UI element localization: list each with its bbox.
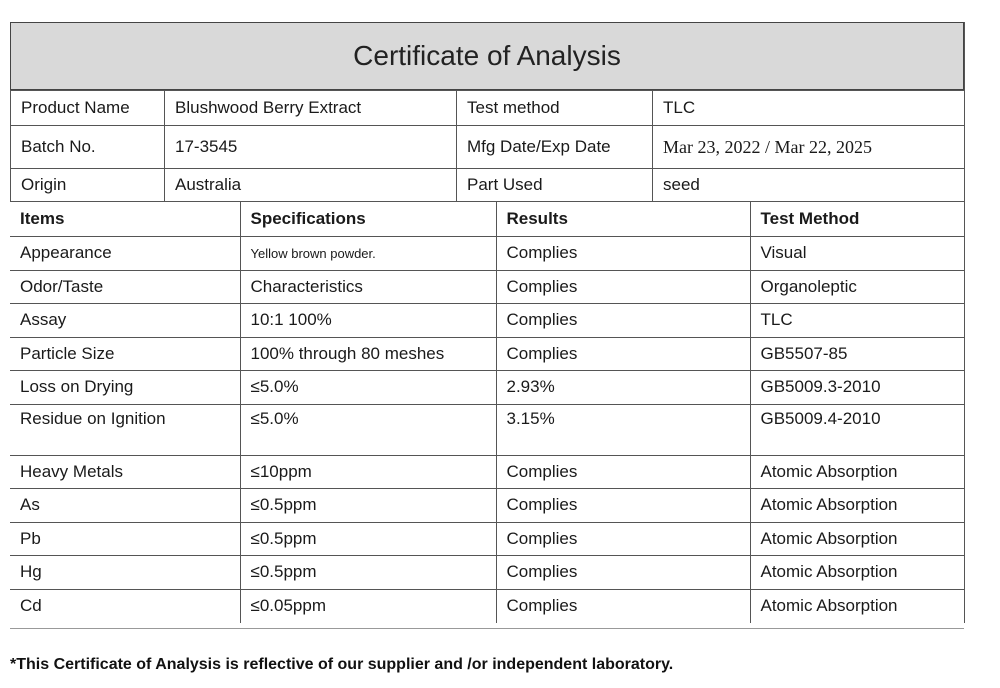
item-cell: Heavy Metals	[10, 455, 240, 489]
origin-value: Australia	[165, 169, 457, 202]
result-cell: Complies	[496, 556, 750, 590]
header-items: Items	[10, 202, 240, 237]
product-name-label: Product Name	[11, 91, 165, 126]
specification-cell: ≤0.5ppm	[240, 489, 496, 523]
result-cell: 2.93%	[496, 371, 750, 405]
specification-cell: ≤10ppm	[240, 455, 496, 489]
test-method-cell: Atomic Absorption	[750, 589, 964, 623]
table-row	[10, 522, 964, 556]
mfg-exp-date-label: Mfg Date/Exp Date	[457, 126, 653, 169]
test-method-cell: GB5507-85	[750, 337, 964, 371]
part-used-label: Part Used	[457, 169, 653, 202]
header-test-method: Test Method	[750, 202, 964, 237]
batch-no-label: Batch No.	[11, 126, 165, 169]
item-cell: Cd	[20, 596, 42, 615]
specification-cell: ≤0.5ppm	[240, 556, 496, 590]
spec-header-row	[10, 202, 964, 237]
result-cell: Complies	[496, 455, 750, 489]
item-cell: Appearance	[10, 237, 240, 271]
table-row	[10, 556, 964, 590]
table-row	[10, 270, 964, 304]
item-cell: Particle Size	[10, 337, 240, 371]
header-specifications: Specifications	[240, 202, 496, 237]
info-row-product	[11, 91, 965, 126]
table-row	[10, 489, 964, 523]
test-method-cell: Organoleptic	[750, 270, 964, 304]
header-results: Results	[496, 202, 750, 237]
specification-cell: ≤5.0%	[240, 371, 496, 405]
result-cell: Complies	[496, 304, 750, 338]
item-cell: Odor/Taste	[10, 270, 240, 304]
specification-cell: ≤5.0%	[240, 404, 496, 455]
test-method-cell: Atomic Absorption	[750, 556, 964, 590]
test-method-cell: Atomic Absorption	[750, 522, 964, 556]
item-cell: Hg	[10, 556, 240, 590]
info-row-origin	[11, 169, 965, 202]
info-row-batch	[11, 126, 965, 169]
product-name-value: Blushwood Berry Extract	[165, 91, 457, 126]
test-method-label: Test method	[457, 91, 653, 126]
result-cell: Complies	[496, 337, 750, 371]
test-method-cell: Atomic Absorption	[750, 455, 964, 489]
result-cell: Complies	[496, 522, 750, 556]
test-method-cell: GB5009.3-2010	[750, 371, 964, 405]
result-cell: 3.15%	[496, 404, 750, 455]
table-row	[10, 455, 964, 489]
origin-label: Origin	[11, 169, 165, 202]
certificate-title: Certificate of Analysis	[10, 22, 964, 90]
result-cell: Complies	[496, 270, 750, 304]
test-method-cell: TLC	[750, 304, 964, 338]
table-row	[10, 304, 964, 338]
part-used-value: seed	[653, 169, 965, 202]
item-cell: Pb	[10, 522, 240, 556]
item-cell: Residue on Ignition	[10, 404, 240, 455]
result-cell: Complies	[496, 237, 750, 271]
specification-cell: Yellow brown powder.	[240, 237, 496, 271]
specification-cell: 10:1 100%	[240, 304, 496, 338]
specification-table	[10, 202, 964, 623]
mfg-exp-date-value: Mar 23, 2022 / Mar 22, 2025	[653, 126, 965, 169]
table-row	[10, 337, 964, 371]
specification-cell: Characteristics	[240, 270, 496, 304]
item-cell: Assay	[10, 304, 240, 338]
specification-cell: ≤0.05ppm	[240, 589, 496, 623]
footnote: *This Certificate of Analysis is reflective of our supplier and /or independent laboratory.	[10, 656, 674, 673]
table-row	[10, 589, 964, 623]
result-cell: Complies	[496, 589, 750, 623]
test-method-cell: GB5009.4-2010	[750, 404, 964, 455]
certificate-document	[10, 22, 965, 623]
test-method-value: TLC	[653, 91, 965, 126]
result-cell: Complies	[496, 489, 750, 523]
item-cell: Loss on Drying	[10, 371, 240, 405]
specification-cell: ≤0.5ppm	[240, 522, 496, 556]
test-method-cell: Atomic Absorption	[750, 489, 964, 523]
table-row	[10, 237, 964, 271]
product-info-table	[10, 90, 965, 202]
table-row	[10, 404, 964, 455]
batch-no-value: 17-3545	[165, 126, 457, 169]
test-method-cell: Visual	[750, 237, 964, 271]
table-row	[10, 371, 964, 405]
table-bottom-divider	[10, 628, 964, 629]
item-cell: As	[10, 489, 240, 523]
specification-cell: 100% through 80 meshes	[240, 337, 496, 371]
